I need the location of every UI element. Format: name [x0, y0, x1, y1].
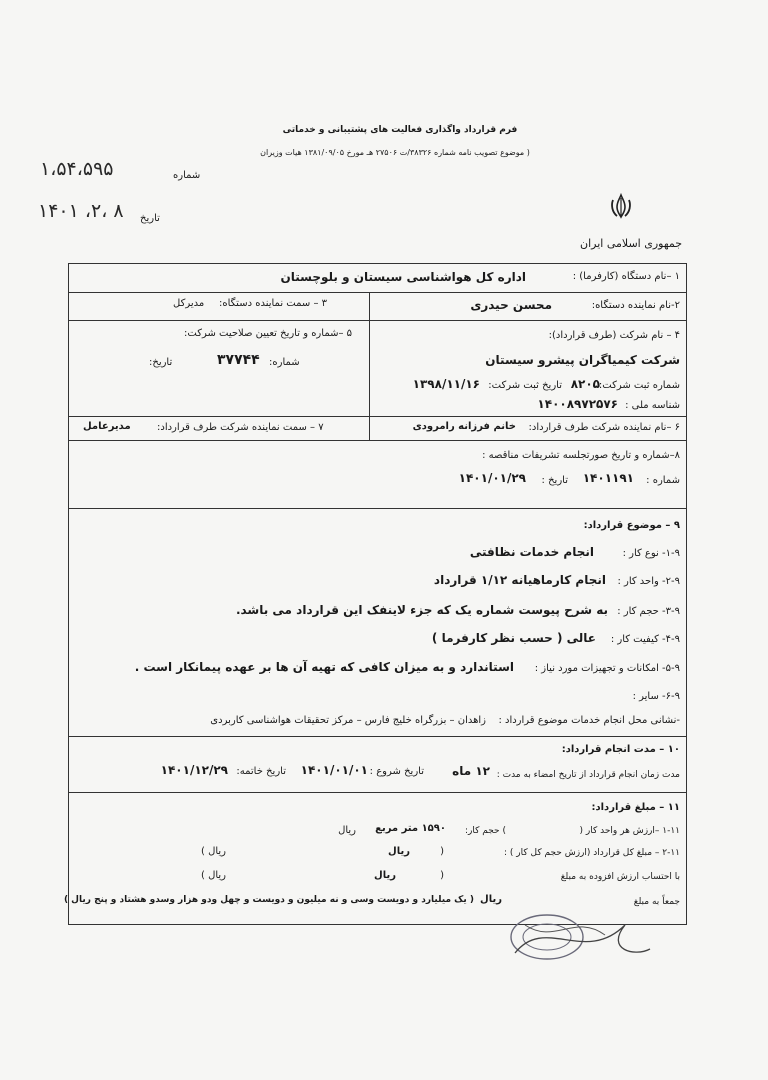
- total-contract-rial-end: ریال ): [200, 846, 226, 857]
- approval-note: ( موضوع تصویب نامه شماره ۳۸۳۲۶/ت ۲۷۵۰۶ هـ مورخ ۱۳۸۱/۰۹/۰۵ هیات وزیران: [260, 148, 530, 157]
- tender-number: ۱۴۰۱۱۹۱: [582, 471, 634, 485]
- contract-table: [63, 263, 687, 925]
- vat-rial-end: ریال ): [200, 870, 226, 881]
- date-label: تاریخ: [140, 213, 160, 224]
- iran-emblem-icon: [608, 192, 634, 220]
- work-unit-value: انجام کارماهیانه ۱/۱۲ قرارداد: [433, 573, 606, 587]
- work-unit-label: ۲-۹- واحد کار :: [617, 576, 680, 587]
- contractor-rep-value: خانم فرزانه رامرودی: [412, 421, 516, 432]
- rep-value: محسن حیدری: [470, 298, 552, 312]
- handwritten-date: ۱۴۰۱ ،۲، ۸: [38, 200, 124, 222]
- vat-rial: ریال: [374, 870, 396, 881]
- row-subject: [69, 508, 686, 737]
- contractor-rep-title-label: ۷ – سمت نماینده شرکت طرف قرارداد:: [157, 422, 324, 433]
- national-id-label: شناسه ملی :: [625, 400, 680, 411]
- tender-date-label: تاریخ :: [541, 475, 568, 486]
- unit-volume-label: ) حجم کار:: [464, 826, 506, 836]
- start-date-value: ۱۴۰۱/۰۱/۰۱: [300, 763, 368, 777]
- reg-no-value: ۸۲۰۵: [570, 377, 600, 391]
- total-contract-label: ۲-۱۱ – مبلغ کل قرارداد (ارزش حجم کل کار ) :: [504, 848, 680, 858]
- unit-rial: ریال: [338, 825, 356, 836]
- rep-label: ۲-نام نماینده دستگاه:: [591, 300, 680, 311]
- amount-label: ۱۱ – مبلغ قرارداد:: [591, 802, 680, 813]
- contractor-rep-title-value: مدیرعامل: [83, 421, 131, 432]
- equipment-label: ۵-۹- امکانات و تجهیزات مورد نیاز :: [534, 663, 680, 674]
- location-label: -نشانی محل انجام خدمات موضوع قرارداد :: [498, 715, 680, 726]
- country-name: جمهوری اسلامی ایران: [580, 237, 683, 250]
- rep-title-value: مدیرکل: [173, 298, 205, 309]
- duration-value: ۱۲ ماه: [452, 764, 490, 778]
- unit-value-label: ۱-۱۱ –ارزش هر واحد کار (: [579, 826, 680, 836]
- row-employer: [69, 264, 686, 293]
- national-id-value: ۱۴۰۰۸۹۷۲۵۷۶: [537, 397, 618, 411]
- handwritten-number: ۱،۵۴،۵۹۵: [40, 158, 114, 180]
- tender-number-label: شماره :: [646, 475, 680, 486]
- grand-total-words: ( یک میلیارد و دویست وسی و نه میلیون و دویست و چهل ودو هزار وسدو هشتاد و پنج ریال ): [63, 895, 474, 905]
- duration-label: ۱۰ – مدت انجام قرارداد:: [561, 744, 680, 755]
- quality-value: عالی ( حسب نظر کارفرما ): [431, 631, 596, 645]
- tender-label: ۸–شماره و تاریخ صورتجلسه تشریفات مناقصه :: [482, 450, 680, 461]
- subject-label: ۹ – موضوع قرارداد:: [583, 520, 680, 531]
- duration-text: مدت زمان انجام قرارداد از تاریخ امضاء به مدت :: [496, 770, 680, 780]
- row-contractor-rep: [69, 416, 686, 441]
- company-name: شرکت کیمیاگران پیشرو سیستان: [485, 353, 680, 367]
- tender-date: ۱۴۰۱/۰۱/۲۹: [458, 471, 526, 485]
- work-volume-label: ۳-۹- حجم کار :: [617, 606, 680, 617]
- employer-label: ۱ –نام دستگاه (کارفرما) :: [572, 271, 680, 282]
- location-value: زاهدان – بزرگراه خلیج فارس – مرکز تحقیقات هواشناسی کاربردی: [210, 715, 486, 726]
- reg-date-value: ۱۳۹۸/۱۱/۱۶: [412, 377, 480, 391]
- quality-label: ۴-۹- کیفیت کار :: [610, 634, 680, 645]
- work-volume-value: به شرح پیوست شماره یک که جزء لاینفک این قرارداد می باشد.: [235, 603, 608, 617]
- row-representative: [69, 292, 686, 321]
- contractor-rep-label: ۶ –نام نماینده شرکت طرف قرارداد:: [528, 422, 680, 433]
- other-label: ۶-۹- سایر :: [632, 691, 680, 702]
- grand-total-label: جمعاً به مبلغ: [633, 897, 680, 907]
- reg-date-label: تاریخ ثبت شرکت:: [488, 380, 562, 391]
- rep-title-label: ۳ – سمت نماینده دستگاه:: [219, 298, 327, 309]
- qualification-label: ۵ –شماره و تاریخ تعیین صلاحیت شرکت:: [184, 328, 353, 339]
- row-amount: [63, 792, 686, 923]
- grand-total-rial: ریال: [480, 894, 502, 905]
- total-contract-rial: ریال: [388, 846, 410, 857]
- equipment-value: استاندارد و به میزان کافی که تهیه آن ها بر عهده پیمانکار است .: [134, 660, 514, 674]
- unit-volume-value: ۱۵۹۰ متر مربع: [375, 823, 446, 834]
- row-company: [69, 320, 686, 417]
- qualification-date-label: تاریخ:: [149, 357, 173, 368]
- row-duration: [69, 736, 686, 793]
- company-label: ۴ – نام شرکت (طرف قرارداد):: [548, 330, 680, 341]
- total-contract-paren: (: [440, 846, 444, 857]
- form-title: فرم قرارداد واگذاری فعالیت های پشتیبانی و خدماتی: [282, 125, 518, 135]
- work-type-label: ۱-۹- نوع کار :: [622, 548, 680, 559]
- end-date-value: ۱۴۰۱/۱۲/۲۹: [160, 763, 228, 777]
- end-date-label: تاریخ خاتمه:: [236, 766, 286, 777]
- row-tender: [69, 440, 686, 509]
- number-label: شماره: [173, 170, 201, 181]
- qualification-number: ۳۷۷۴۴: [217, 352, 260, 368]
- start-date-label: تاریخ شروع :: [369, 766, 424, 777]
- reg-no-label: شماره ثبت شرکت:: [598, 380, 680, 391]
- signature-stamp-icon: [485, 905, 655, 980]
- employer-value: اداره کل هواشناسی سیستان و بلوچستان: [280, 270, 526, 284]
- work-type-value: انجام خدمات نظافتی: [469, 545, 594, 559]
- vat-paren: (: [440, 870, 444, 881]
- vat-label: با احتساب ارزش افزوده به مبلغ: [560, 872, 680, 882]
- qualification-number-label: شماره:: [269, 357, 300, 368]
